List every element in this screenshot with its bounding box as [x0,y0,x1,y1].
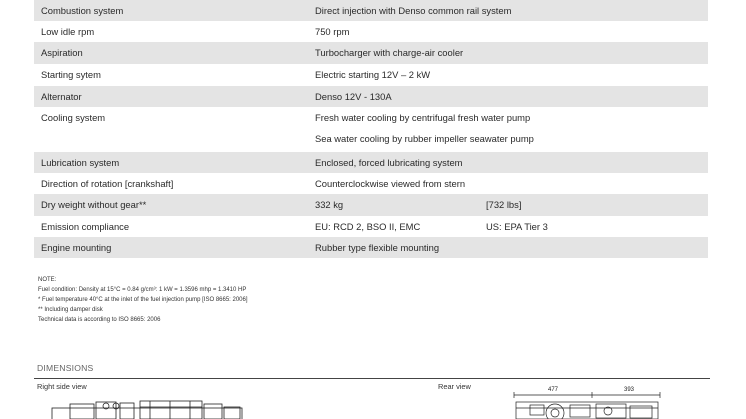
spec-row [34,173,708,194]
spec-value: Electric starting 12V – 2 kW [315,69,431,80]
spec-row [34,42,708,64]
spec-value: Sea water cooling by rubber impeller seawater pump [315,133,534,144]
section-divider [34,378,710,379]
spec-value: Denso 12V - 130A [315,91,392,102]
spec-value: Enclosed, forced lubricating system [315,157,463,168]
spec-row [34,216,708,237]
note-line: ** Including damper disk [38,307,103,313]
spec-value: 750 rpm [315,26,350,37]
spec-value: 332 kg [315,199,344,210]
dimensions-heading: DIMENSIONS [37,363,94,373]
rear-dimension-right: 393 [624,387,635,393]
spec-label: Aspiration [41,47,83,58]
notes-heading: NOTE: [38,277,57,283]
spec-row [34,64,708,86]
note-line: Fuel condition: Density at 15°C = 0.84 g/cm³: 1 kW = 1.3596 mhp = 1.3410 HP [38,287,247,293]
notes-block [38,275,248,325]
spec-value: Turbocharger with charge-air cooler [315,47,464,58]
spec-value: Counterclockwise viewed from stern [315,178,466,189]
spec-value: Direct injection with Denso common rail system [315,5,512,16]
spec-value: EU: RCD 2, BSO II, EMC [315,221,421,232]
note-line: Technical data is according to ISO 8665: 2006 [38,317,161,323]
spec-row [34,237,708,258]
spec-value: Rubber type flexible mounting [315,242,440,253]
note-line: * Fuel temperature 40°C at the inlet of the fuel injection pump [ISO 8665: 2006] [38,297,248,303]
right-side-view-drawing [50,398,250,419]
spec-row [34,86,708,107]
spec-label: Combustion system [41,5,124,16]
spec-label: Lubrication system [41,157,120,168]
spec-label: Cooling system [41,112,106,123]
spec-label: Low idle rpm [41,26,95,37]
right-side-view-label: Right side view [37,382,87,391]
spec-label: Dry weight without gear** [41,199,147,210]
spec-label: Starting sytem [41,69,101,80]
spec-label: Emission compliance [41,221,130,232]
spec-row [34,107,708,152]
rear-view-drawing [510,386,690,419]
spec-value: US: EPA Tier 3 [486,221,548,232]
rear-dimension-left: 477 [548,387,559,393]
spec-row [34,194,708,216]
spec-value: Fresh water cooling by centrifugal fresh water pump [315,112,531,123]
spec-row [34,152,708,173]
spec-label: Direction of rotation [crankshaft] [41,178,174,189]
spec-value: [732 lbs] [486,199,522,210]
spec-label: Alternator [41,91,82,102]
spec-row [34,21,708,42]
specifications-table [34,0,708,258]
spec-label: Engine mounting [41,242,112,253]
rear-view-label: Rear view [438,382,471,391]
spec-row [34,0,708,21]
